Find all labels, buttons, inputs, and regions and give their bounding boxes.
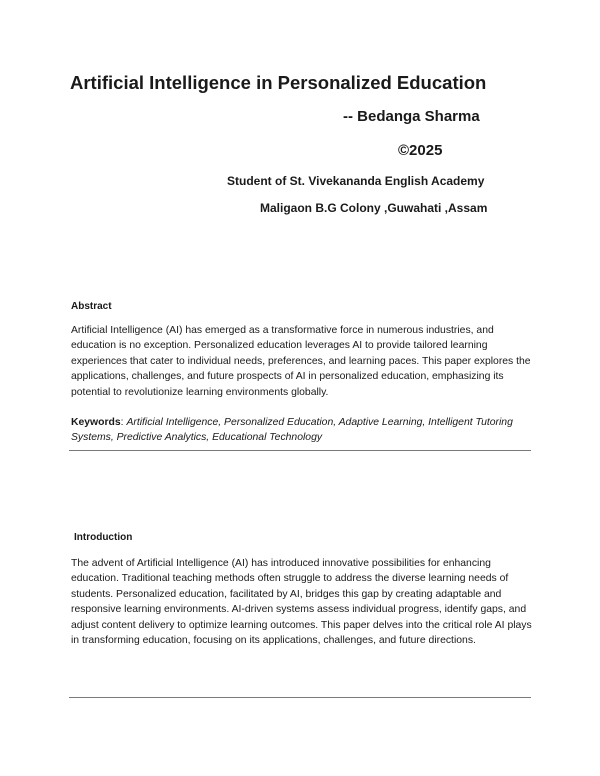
keywords-line	[71, 415, 541, 446]
abstract-heading: Abstract	[71, 301, 112, 312]
keywords-list: Artificial Intelligence, Personalized Education, Adaptive Learning, Intelligent Tutoring Systems, Predictive Analytics, Educational Technology	[71, 417, 513, 444]
author-name: -- Bedanga Sharma	[343, 108, 480, 125]
section-divider	[69, 697, 531, 698]
author-affiliation: Student of St. Vivekananda English Academy	[227, 174, 485, 188]
keywords-label: Keywords	[71, 417, 121, 428]
abstract-text: Artificial Intelligence (AI) has emerged as a transformative force in numerous industries, and education is no exception. Personalized education leverages AI to provide tailored learning experiences that cater to individual needs, preferences, and learning paces. This paper explores the applications, challenges, and future prospects of AI in personalized education, emphasizing its potential to revolutionize learning environments globally.	[71, 325, 531, 398]
section-divider	[69, 450, 531, 451]
copyright-year: ©2025	[398, 142, 443, 159]
introduction-text: The advent of Artificial Intelligence (AI) has introduced innovative possibilities for enhancing education. Traditional teaching methods often struggle to address the diverse learning needs of students. Personalized education, facilitated by AI, bridges this gap by creating adaptable and responsive learning environments. AI-driven systems assess individual progress, identify gaps, and adjust content delivery to optimize learning outcomes. This paper delves into the critical role AI plays in transforming education, focusing on its applications, challenges, and future directions.	[71, 558, 532, 647]
author-address: Maligaon B.G Colony ,Guwahati ,Assam	[260, 201, 488, 215]
introduction-heading: Introduction	[74, 532, 133, 543]
keywords-separator: :	[120, 417, 127, 428]
paper-title: Artificial Intelligence in Personalized Education	[70, 72, 487, 93]
